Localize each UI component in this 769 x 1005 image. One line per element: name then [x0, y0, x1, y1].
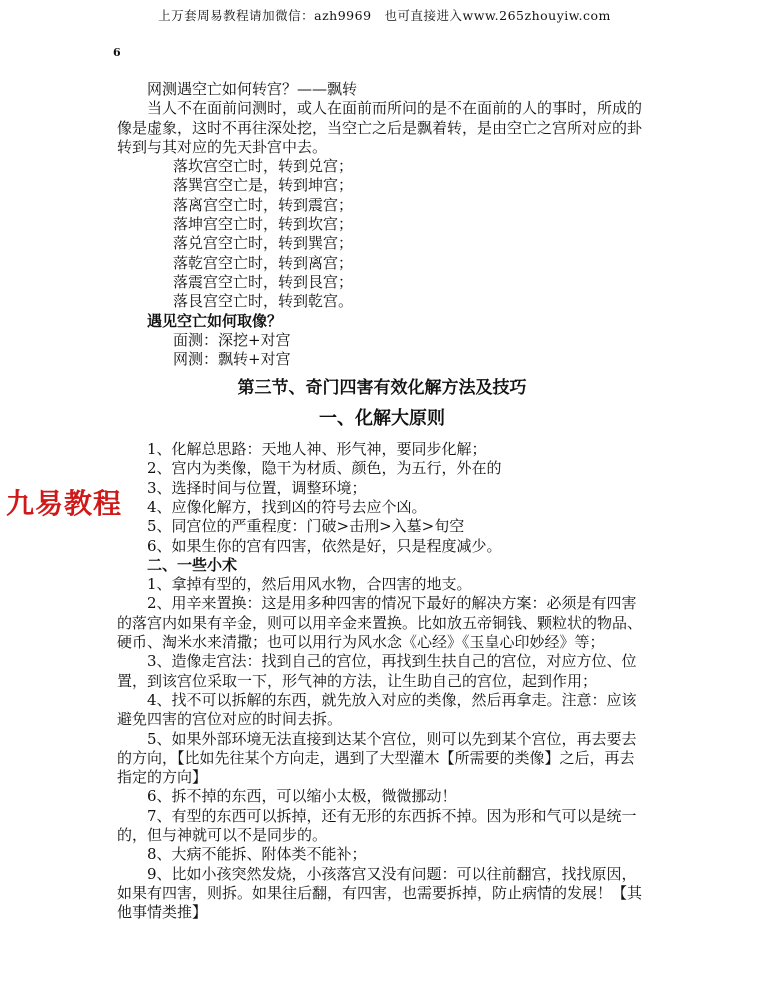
principle-item: 4、应像化解方，找到凶的符号去应个凶。 — [147, 497, 427, 516]
tricks-heading: 二、一些小术 — [147, 555, 238, 574]
rule-item: 落震宫空亡时，转到艮宫； — [173, 272, 354, 291]
principle-item: 2、宫内为类像，隐干为材质、颜色，为五行，外在的 — [147, 459, 502, 478]
trick-item: 4、找不可以拆解的东西，就先放入对应的类像，然后再拿走。注意：应该 — [147, 690, 637, 709]
rule-item: 落艮宫空亡时，转到乾宫。 — [173, 292, 354, 311]
rule-item: 落坎宫空亡时，转到兑宫； — [173, 157, 354, 176]
rule-item: 落坤宫空亡时，转到坎宫； — [173, 215, 354, 234]
rule-item: 落乾宫空亡时，转到离宫； — [173, 253, 354, 272]
trick-item: 3、造像走宫法：找到自己的宫位，再找到生扶自己的宫位，对应方位、位 — [147, 652, 637, 671]
rule-item: 落巽宫空亡是，转到坤宫； — [173, 176, 354, 195]
trick-item-cont: 如果有四害，则拆。如果往后翻，有四害，也需要拆掉，防止病情的发展！【其 — [117, 883, 643, 902]
trick-item: 1、拿掉有型的，然后用风水物，合四害的地支。 — [147, 575, 472, 594]
trick-item-cont: 置，到该宫位采取一下，形气神的方法，让生助自己的宫位，起到作用； — [117, 671, 598, 690]
section-title: 第三节、奇门四害有效化解方法及技巧 — [237, 378, 527, 399]
trick-item-cont: 避免四害的宫位对应的时间去拆。 — [117, 710, 343, 729]
trick-item: 6、拆不掉的东西，可以缩小太极，微微挪动！ — [147, 787, 457, 806]
page-number: 6 — [113, 46, 121, 59]
trick-item-cont: 的落宫内如果有辛金，则可以用辛金来置换。比如放五帝铜钱、颗粒状的物品、 — [117, 613, 643, 632]
face-test-item: 面测：深挖+对宫 — [173, 330, 291, 349]
trick-item: 5、如果外部环境无法直接到达某个宫位，则可以先到某个宫位，再去要去 — [147, 729, 637, 748]
trick-item-cont: 硬币、淘米水来清撒；也可以用行为风水念《心经》《玉皇心印妙经》等； — [117, 633, 605, 652]
trick-item: 7、有型的东西可以拆掉，还有无形的东西拆不掉。因为形和气可以是统一 — [147, 806, 637, 825]
watermark-logo: 九易教程 — [6, 487, 123, 520]
trick-item: 2、用辛来置换：这是用多种四害的情况下最好的解决方案：必须是有四害 — [147, 594, 637, 613]
trick-item: 9、比如小孩突然发烧，小孩落宫又没有问题：可以往前翻宫，找找原因， — [147, 864, 637, 883]
rule-item: 落兑宫空亡时，转到巽宫； — [173, 234, 354, 253]
paragraph-line: 像是虚象，这时不再往深处挖，当空亡之后是飘着转，是由空亡之宫所对应的卦 — [117, 118, 643, 137]
principle-item: 1、化解总思路：天地人神、形气神，要同步化解； — [147, 440, 487, 459]
subsection-title: 一、化解大原则 — [319, 407, 445, 429]
page-header: 上万套周易教程请加微信：azh9969 也可直接进入www.265zhouyiw.com — [158, 8, 611, 23]
rule-item: 落离宫空亡时，转到震宫； — [173, 195, 354, 214]
principle-item: 6、如果生你的宫有四害，依然是好，只是程度减少。 — [147, 536, 502, 555]
principle-item: 3、选择时间与位置，调整环境； — [147, 478, 367, 497]
trick-item: 8、大病不能拆、附体类不能补； — [147, 845, 367, 864]
net-test-item: 网测：飘转+对宫 — [173, 350, 291, 369]
question-image: 遇见空亡如何取像？ — [147, 311, 283, 330]
trick-item-cont: 他事情类推】 — [117, 903, 208, 922]
trick-item-cont: 指定的方向】 — [117, 768, 208, 787]
trick-item-cont: 的，但与神就可以不是同步的。 — [117, 825, 328, 844]
paragraph-line: 转到与其对应的先天卦宫中去。 — [117, 137, 328, 156]
principle-item: 5、同宫位的严重程度：门破>击刑>入墓>旬空 — [147, 517, 465, 536]
question-net-transfer: 网测遇空亡如何转宫？——飘转 — [147, 80, 358, 98]
paragraph-line: 当人不在面前问测时，或人在面前而所问的是不在面前的人的事时，所成的 — [147, 99, 643, 118]
document-body — [117, 80, 647, 922]
trick-item-cont: 的方向，【比如先往某个方向走，遇到了大型灌木【所需要的类像】之后，再去 — [117, 748, 635, 767]
